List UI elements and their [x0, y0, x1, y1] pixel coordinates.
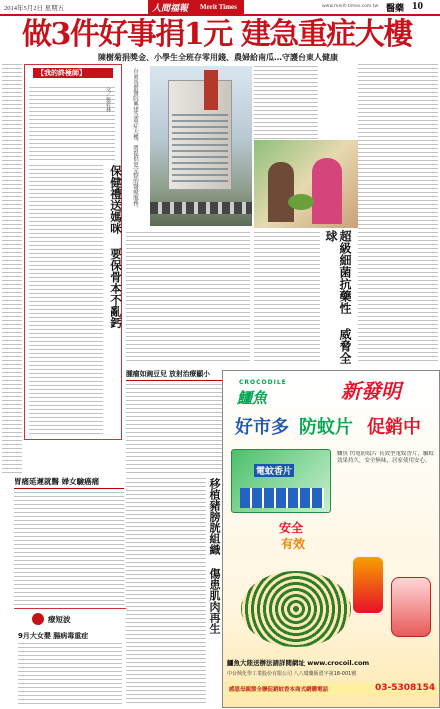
headline-subtitle: 陳樹菊捐獎金、小學生全班存零用錢、農婦給南瓜…守護台東人健康 — [98, 53, 338, 62]
person-left — [268, 162, 294, 222]
hospital-photo — [150, 66, 252, 226]
ad-badge-line2: 有效 — [281, 537, 306, 551]
column-text-b — [29, 165, 103, 435]
ad-features: 鱷魚 閃電防蚊片 長效型電蚊香片，驅蚊效果持久，安全無味，居家使用安心。 — [337, 451, 434, 464]
ad-footer-company: 中台興化學工業股份有限公司 八八環藥販賣字第18-001號 — [227, 671, 357, 677]
flu-story-title: 胃痛延遲就醫 婦女驗癌痛 — [14, 477, 100, 486]
ad-brand-en: CROCODILE — [239, 379, 287, 386]
transplant-story-title: 移植豬膀胱組織 傷患肌肉再生 — [208, 478, 221, 634]
right-column-text — [358, 64, 438, 364]
left-margin-text — [2, 64, 22, 474]
parked-cars — [150, 202, 252, 214]
crocodile-ad — [222, 370, 440, 708]
kidney-story-rule — [126, 380, 222, 381]
hospital-photo-caption: 台東馬偕醫院興建急重症大樓，將提供更完整的醫療服務。 — [132, 68, 138, 211]
flu-story-text — [14, 492, 124, 608]
superbug-story-title: 超級細菌抗藥性 威脅全球 — [324, 230, 352, 364]
paper-name: 人間福報 — [152, 4, 189, 14]
masthead — [0, 0, 440, 16]
ad-brand-cn: 鱷魚 — [237, 389, 268, 407]
section-name: 醫藥 — [386, 4, 405, 14]
superbug-story-text — [254, 232, 320, 362]
page-number: 10 — [412, 0, 423, 12]
ad-promo-product: 防蚊片 — [299, 417, 353, 438]
ad-mosquito-coil — [241, 571, 351, 647]
ad-footer-phone: 03-5308154 — [375, 683, 436, 693]
ad-footer-url: 鱷魚大陸送辦法請詳閱網址 www.crocoil.com — [227, 659, 370, 667]
center-column-text — [126, 232, 250, 362]
issue-date: 2014年5月2日 星期五 — [4, 5, 65, 12]
hospital-windows — [172, 114, 228, 186]
ad-new-tag: 新發明 — [341, 379, 401, 403]
ad-footer-hotline-label: 感恩母親節全聯促銷蚊香本商式網購電話 — [229, 687, 329, 693]
person-right — [312, 158, 342, 224]
kidney-story-title: 腫瘤如豌豆兒 放射治療顯小 — [126, 370, 210, 378]
health-short-text — [18, 643, 122, 707]
ad-promo-banner — [231, 411, 433, 437]
ad-safety-badge — [277, 517, 317, 557]
ad-product-box — [231, 449, 331, 513]
ad-product-refills — [240, 488, 324, 508]
column-box-label: 【我的終極師】 — [37, 69, 86, 77]
ad-container-jar — [391, 577, 431, 637]
main-headline: 做3件好事捐1元 建急重症大樓 — [22, 17, 412, 52]
health-short-box — [14, 608, 126, 708]
transplant-story-text — [126, 478, 206, 706]
column-text-a — [29, 87, 115, 162]
column-box — [24, 64, 122, 440]
ad-footer-hotline-bar — [227, 683, 437, 695]
people-photo — [254, 140, 358, 228]
kidney-story-text — [126, 384, 222, 474]
column-title: 保健禮送媽咪 要保骨本不亂鈣 — [109, 165, 123, 329]
health-short-title: 9月大女嬰 腸病毒重症 — [18, 632, 89, 640]
ad-promo-sale: 促銷中 — [367, 417, 421, 438]
health-short-label: 療短波 — [48, 615, 71, 624]
flu-story-rule — [14, 488, 124, 489]
ad-liquid-refill — [353, 557, 383, 613]
hospital-tower-red — [204, 70, 218, 110]
ad-product-name: 電蚊香片 — [254, 464, 294, 477]
paper-name-en: Merit Times — [200, 3, 237, 11]
ad-promo-store: 好市多 — [235, 417, 289, 438]
squash-produce — [288, 194, 314, 210]
health-short-icon — [32, 613, 44, 625]
website: www.merit-times.com.tw — [322, 4, 379, 9]
column-author: 文／張若林 — [105, 87, 111, 112]
ad-brand-logo — [233, 379, 303, 405]
ad-badge-line1: 安全 — [279, 521, 304, 535]
